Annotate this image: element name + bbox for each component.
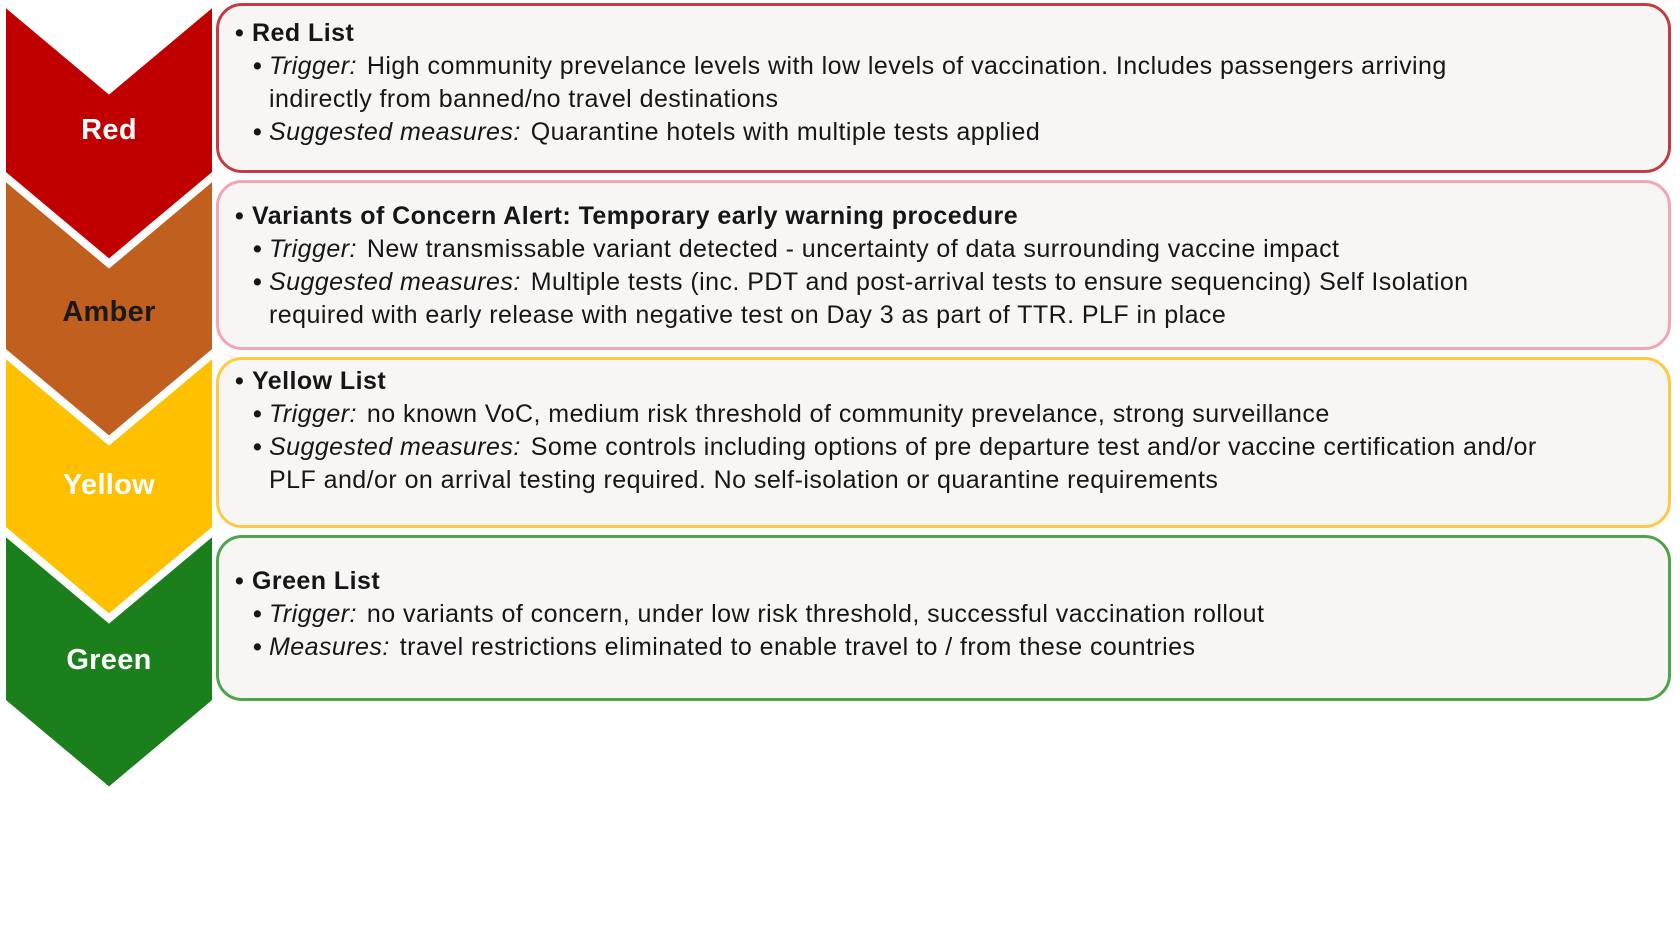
- card-heading-text: Green List: [252, 567, 381, 595]
- bullet-label: Trigger:: [269, 235, 357, 263]
- card-heading: [235, 199, 1648, 233]
- bullet-text: no variants of concern, under low risk threshold, successful vaccination rollout: [366, 600, 1265, 628]
- bullet-label: Suggested measures:: [269, 118, 521, 146]
- bullet-text: Quarantine hotels with multiple tests applied: [530, 118, 1041, 146]
- bullet-item: [253, 50, 1648, 116]
- bullet-label: Suggested measures:: [269, 268, 521, 296]
- bullet-icon: •: [253, 433, 263, 461]
- card-heading: [235, 364, 1648, 398]
- card-variants-of-concern: [216, 180, 1671, 350]
- chevron-label-green: Green: [66, 644, 152, 676]
- bullet-text: New transmissable variant detected - uncertainty of data surrounding vaccine impact: [366, 235, 1340, 263]
- bullet-text: Some controls including options of pre departure test and/or vaccine certification and/or PLF and/or on arrival testing required. No self-isolation or quarantine requirements: [269, 433, 1537, 494]
- card-heading: [235, 16, 1648, 50]
- bullet-label: Trigger:: [269, 400, 357, 428]
- card-yellow-list: [216, 357, 1671, 528]
- bullet-icon: •: [253, 118, 263, 146]
- bullet-text: travel restrictions eliminated to enable travel to / from these countries: [399, 633, 1196, 661]
- bullet-icon: •: [253, 633, 263, 661]
- chevron-label-red: Red: [81, 114, 137, 146]
- bullet-label: Measures:: [269, 633, 390, 661]
- bullet-text: High community prevelance levels with low levels of vaccination. Includes passengers arriving indirectly from banned/no travel destinations: [269, 52, 1447, 113]
- bullet-label: Trigger:: [269, 52, 357, 80]
- card-heading-text: Red List: [252, 19, 355, 47]
- bullet-text: Multiple tests (inc. PDT and post-arrival tests to ensure sequencing) Self Isolation required with early release with negative test on Day 3 as part of TTR. PLF in place: [269, 268, 1469, 329]
- bullet-item: [253, 266, 1648, 332]
- bullet-icon: •: [253, 600, 263, 628]
- bullet-icon: •: [253, 52, 263, 80]
- bullet-label: Suggested measures:: [269, 433, 521, 461]
- bullet-icon: •: [253, 268, 263, 296]
- card-red-list: [216, 3, 1671, 173]
- bullet-text: no known VoC, medium risk threshold of community prevelance, strong surveillance: [366, 400, 1330, 428]
- bullet-icon: •: [235, 567, 245, 595]
- chevron-label-amber: Amber: [62, 296, 156, 328]
- bullet-label: Trigger:: [269, 600, 357, 628]
- bullet-icon: •: [235, 19, 245, 47]
- bullet-item: [253, 116, 1648, 149]
- card-heading-text: Variants of Concern Alert: Temporary early warning procedure: [252, 202, 1019, 230]
- bullet-icon: •: [253, 235, 263, 263]
- bullet-item: [253, 631, 1648, 664]
- chevron-label-yellow: Yellow: [62, 469, 156, 501]
- bullet-item: [253, 233, 1648, 266]
- bullet-icon: •: [235, 202, 245, 230]
- bullet-icon: •: [253, 400, 263, 428]
- bullet-item: [253, 398, 1648, 431]
- card-heading-text: Yellow List: [252, 367, 387, 395]
- card-green-list: [216, 535, 1671, 701]
- bullet-icon: •: [235, 367, 245, 395]
- bullet-item: [253, 598, 1648, 631]
- bullet-item: [253, 431, 1648, 497]
- card-heading: [235, 564, 1648, 598]
